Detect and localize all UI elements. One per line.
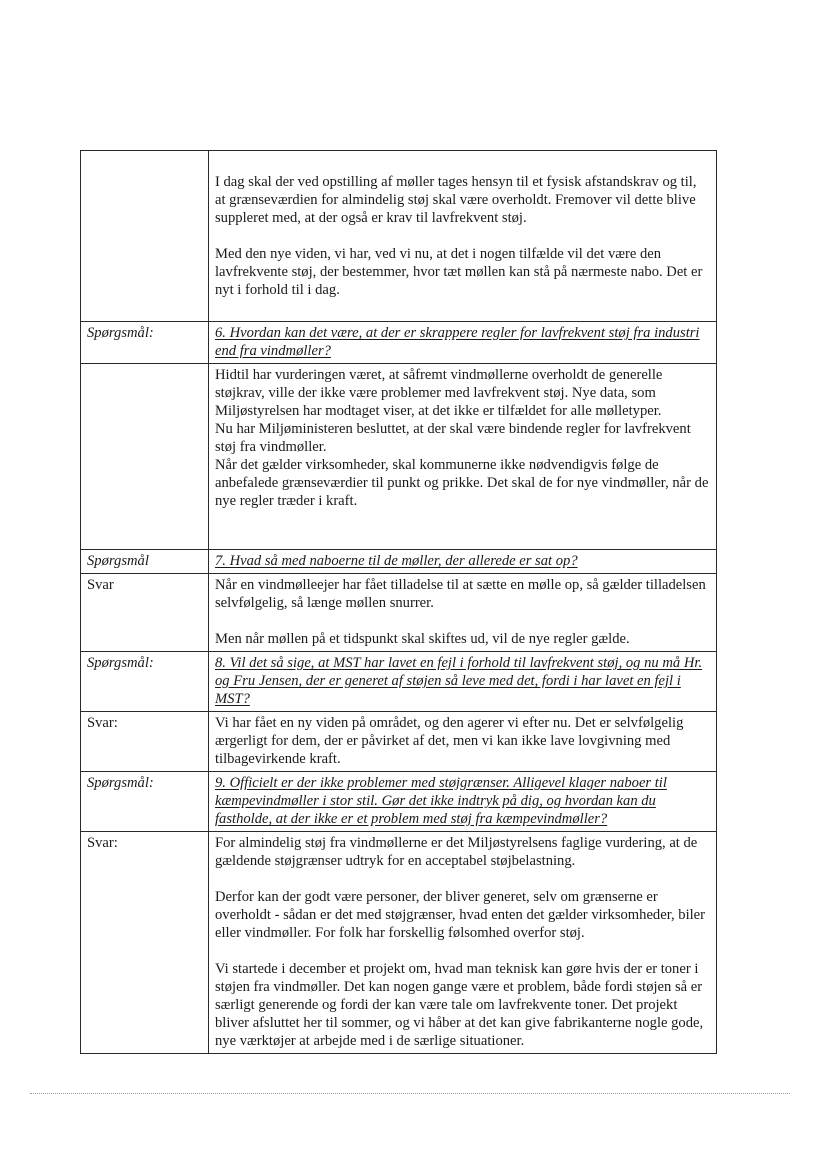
answer-cell — [209, 151, 717, 322]
question-label: Spørgsmål: — [87, 775, 154, 791]
answer-paragraph: Vi har fået en ny viden på området, og den agerer vi efter nu. Det er selvfølgelig ærgerligt for dem, der er påvirket af det, men vi kan ikke lave lovgivning med tilbagevirkende kraft. — [215, 715, 684, 767]
answer-paragraph: Men når møllen på et tidspunkt skal skiftes ud, vil de nye regler gælde. — [215, 631, 630, 647]
row-label — [81, 832, 209, 1054]
answer-cell — [209, 364, 717, 550]
table-row — [81, 832, 717, 1054]
answer-paragraph: Når det gælder virksomheder, skal kommunerne ikke nødvendigvis følge de anbefalede grænseværdier til punkt og prikke. Det skal de for nye vindmøller, når de nye regler træder i kraft. — [215, 457, 709, 509]
question-cell — [209, 772, 717, 832]
question-text: 6. Hvordan kan det være, at der er skrappere regler for lavfrekvent støj fra industri end fra vindmøller? — [215, 325, 700, 359]
row-label — [81, 772, 209, 832]
answer-cell — [209, 712, 717, 772]
answer-label: Svar: — [87, 715, 118, 731]
table-row — [81, 322, 717, 364]
answer-paragraph: Med den nye viden, vi har, ved vi nu, at det i nogen tilfælde vil det være den lavfrekvente støj, der bestemmer, hvor tæt møllen kan stå på nærmeste nabo. Det er nyt i forhold til i dag. — [215, 246, 703, 298]
answer-cell — [209, 832, 717, 1054]
answer-label: Svar: — [87, 835, 118, 851]
qa-table — [80, 150, 717, 1054]
question-label: Spørgsmål — [87, 553, 149, 569]
row-label — [81, 712, 209, 772]
row-label — [81, 574, 209, 652]
answer-paragraph: Derfor kan der godt være personer, der bliver generet, selv om grænserne er overholdt - sådan er det med støjgrænser, hvad enten det gælder virksomheder, biler eller vindmøller. For folk har forskellig følsomhed overfor støj. — [215, 889, 706, 941]
row-label — [81, 151, 209, 322]
answer-paragraph: I dag skal der ved opstilling af møller tages hensyn til et fysisk afstandskrav og til, at grænseværdien for almindelig støj skal være overholdt. Fremover vil dette blive suppleret med, at der også er krav til lavfrekvent støj. — [215, 174, 697, 226]
answer-label: Svar — [87, 577, 114, 593]
question-label: Spørgsmål: — [87, 325, 154, 341]
question-cell — [209, 550, 717, 574]
row-label — [81, 322, 209, 364]
answer-cell — [209, 574, 717, 652]
answer-paragraph: Vi startede i december et projekt om, hvad man teknisk kan gøre hvis der er toner i støjen fra vindmøller. Det kan nogen gange være et problem, både fordi støjen så er særligt generende og fordi der kan være tale om lavfrekvente toner. Det projekt bliver afsluttet her til sommer, og vi håber at det kan give fabrikanterne nogle gode, nye værktøjer at arbejde med i de særlige situationer. — [215, 961, 704, 1049]
question-label: Spørgsmål: — [87, 655, 154, 671]
table-row — [81, 574, 717, 652]
scan-dotted-line — [30, 1093, 790, 1094]
answer-paragraph: Når en vindmølleejer har fået tilladelse til at sætte en mølle op, så gælder tilladelsen selvfølgelig, så længe møllen snurrer. — [215, 577, 706, 611]
question-text: 8. Vil det så sige, at MST har lavet en fejl i forhold til lavfrekvent støj, og nu må Hr. og Fru Jensen, der er generet af støjen så leve med det, fordi i har lavet en fejl i MST? — [215, 655, 703, 707]
question-cell — [209, 322, 717, 364]
question-text: 7. Hvad så med naboerne til de møller, der allerede er sat op? — [215, 553, 578, 569]
answer-paragraph: Nu har Miljøministeren besluttet, at der skal være bindende regler for lavfrekvent støj fra vindmøller. — [215, 421, 691, 455]
table-row — [81, 550, 717, 574]
row-label — [81, 652, 209, 712]
table-row — [81, 151, 717, 322]
question-cell — [209, 652, 717, 712]
table-row — [81, 772, 717, 832]
answer-paragraph: For almindelig støj fra vindmøllerne er det Miljøstyrelsens faglige vurdering, at de gældende støjgrænser udtryk for en acceptabel støjbelastning. — [215, 835, 698, 869]
table-row — [81, 652, 717, 712]
table-row — [81, 712, 717, 772]
question-text: 9. Officielt er der ikke problemer med støjgrænser. Alligevel klager naboer til kæmpevindmøller i stor stil. Gør det ikke indtryk på dig, og hvordan kan du fastholde, at der ikke er et problem med støj fra kæmpevindmøller? — [215, 775, 667, 827]
answer-paragraph: Hidtil har vurderingen været, at såfremt vindmøllerne overholdt de generelle støjkrav, ville der ikke være problemer med lavfrekvent støj. Nye data, som Miljøstyrelsen har modtaget viser, at det ikke er tilfældet for alle mølletyper. — [215, 367, 663, 419]
row-label — [81, 550, 209, 574]
table-row — [81, 364, 717, 550]
row-label — [81, 364, 209, 550]
